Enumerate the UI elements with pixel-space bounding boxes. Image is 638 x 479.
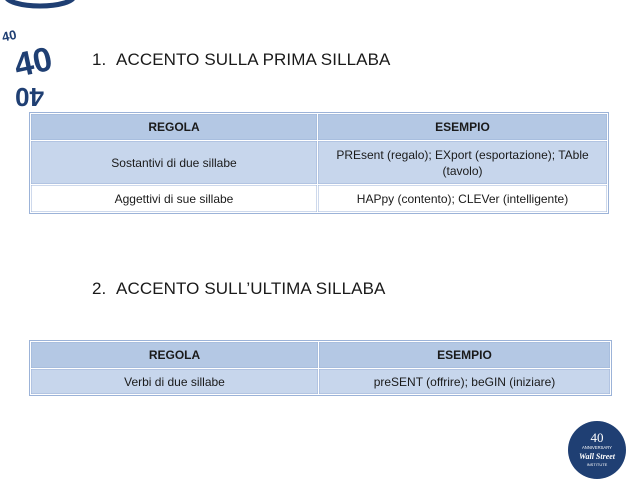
svg-text:40: 40 — [590, 430, 604, 445]
section1-heading — [92, 50, 391, 70]
table-row — [31, 369, 611, 395]
table-header-row — [31, 342, 611, 369]
svg-text:40: 40 — [15, 82, 44, 112]
cell-regola: Verbi di due sillabe — [31, 369, 319, 395]
svg-text:40: 40 — [0, 26, 18, 45]
header-regola: REGOLA — [31, 114, 318, 141]
section1-title: ACCENTO SULLA PRIMA SILLABA — [116, 50, 391, 69]
table-row — [31, 185, 608, 213]
cell-regola: Sostantivi di due sillabe — [31, 141, 318, 185]
section2-title: ACCENTO SULL’ULTIMA SILLABA — [116, 279, 386, 298]
svg-text:40: 40 — [10, 39, 56, 85]
cell-regola: Aggettivi di sue sillabe — [31, 185, 318, 213]
anniversary-corner-logo — [0, 0, 90, 120]
table-row — [31, 141, 608, 185]
header-esempio: ESEMPIO — [319, 342, 611, 369]
cell-esempio: PREsent (regalo); EXport (esportazione); TAble (tavolo) — [318, 141, 608, 185]
table-header-row — [31, 114, 608, 141]
cell-esempio: preSENT (offrire); beGIN (iniziare) — [319, 369, 611, 395]
cell-esempio: HAPpy (contento); CLEVer (intelligente) — [318, 185, 608, 213]
svg-text:Wall Street: Wall Street — [578, 452, 616, 461]
svg-text:INSTITUTE: INSTITUTE — [586, 462, 608, 467]
header-esempio: ESEMPIO — [318, 114, 608, 141]
svg-text:ANNIVERSARY: ANNIVERSARY — [582, 445, 612, 450]
section2-number: 2. — [92, 279, 107, 298]
header-regola: REGOLA — [31, 342, 319, 369]
section1-table — [30, 113, 608, 213]
wall-street-institute-badge-logo — [567, 420, 627, 479]
section2-heading — [92, 279, 385, 299]
section1-number: 1. — [92, 50, 107, 69]
section2-table — [30, 341, 611, 395]
